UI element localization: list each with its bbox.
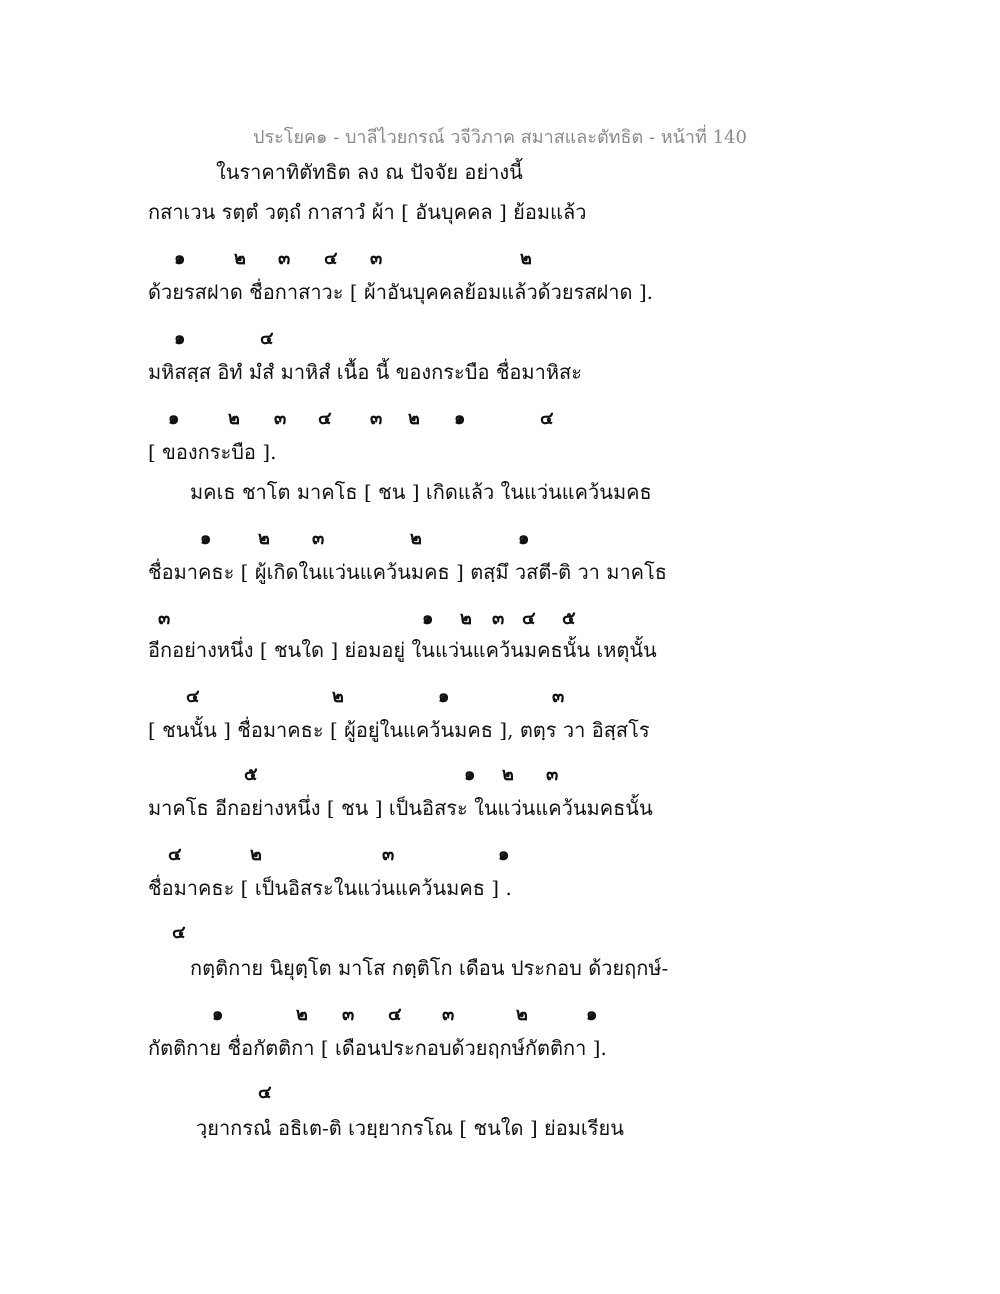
gloss-number: ๒	[258, 528, 270, 549]
gloss-number: ๓	[158, 608, 171, 629]
gloss-number: ๔	[388, 1004, 402, 1025]
gloss-number: ๔	[172, 922, 186, 943]
gloss-number: ๓	[382, 844, 395, 865]
gloss-number: ๑	[438, 686, 450, 707]
gloss-number: ๑	[168, 408, 180, 429]
gloss-number: ๓	[370, 408, 383, 429]
gloss-number: ๒	[460, 608, 472, 629]
gloss-number: ๔	[318, 408, 332, 429]
gloss-number: ๕	[562, 608, 576, 629]
gloss-number: ๑	[174, 328, 186, 349]
text-line: อีกอย่างหนึ่ง [ ชนใด ] ย่อมอยู่ ในแว่นแคว้นมคธนั้น เหตุนั้น	[148, 638, 657, 662]
gloss-number: ๒	[332, 686, 344, 707]
gloss-number: ๒	[296, 1004, 308, 1025]
text-line: มคเธ ชาโต มาคโธ [ ชน ] เกิดแล้ว ในแว่นแคว้นมคธ	[190, 480, 652, 504]
gloss-number: ๓	[370, 248, 383, 269]
gloss-number: ๓	[342, 1004, 355, 1025]
gloss-number: ๑	[174, 248, 186, 269]
page-header: ประโยค๑ - บาลีไวยกรณ์ วจีวิภาค สมาสและตัทธิต - หน้าที่ 140	[253, 127, 747, 148]
gloss-number: ๔	[168, 844, 182, 865]
gloss-number: ๒	[408, 408, 420, 429]
gloss-number: ๑	[464, 764, 476, 785]
text-line: กตฺติกาย นิยุตฺโต มาโส กตฺติโก เดือน ประกอบ ด้วยฤกษ์-	[190, 956, 669, 980]
gloss-number: ๔	[522, 608, 536, 629]
gloss-number: ๓	[278, 248, 291, 269]
gloss-number: ๒	[516, 1004, 528, 1025]
text-line: วฺยากรณํ อธิเต-ติ เวยฺยากรโณ [ ชนใด ] ย่อมเรียน	[196, 1116, 624, 1140]
text-line: มาคโธ อีกอย่างหนึ่ง [ ชน ] เป็นอิสระ ในแว่นแคว้นมคธนั้น	[148, 796, 653, 820]
gloss-number: ๓	[442, 1004, 455, 1025]
gloss-number: ๓	[546, 764, 559, 785]
gloss-number: ๑	[586, 1004, 598, 1025]
text-line: กสาเวน รตฺตํ วตฺถํ กาสาวํ ผ้า [ อันบุคคล ] ย้อมแล้ว	[148, 200, 587, 224]
gloss-number: ๔	[186, 686, 200, 707]
gloss-number: ๒	[410, 528, 422, 549]
gloss-number: ๑	[200, 528, 212, 549]
gloss-number: ๑	[212, 1004, 224, 1025]
text-line: ด้วยรสฝาด ชื่อกาสาวะ [ ผ้าอันบุคคลย้อมแล้วด้วยรสฝาด ].	[148, 280, 654, 304]
gloss-number: ๓	[312, 528, 325, 549]
text-line: กัตติกาย ชื่อกัตติกา [ เดือนประกอบด้วยฤกษ์กัตติกา ].	[148, 1036, 607, 1060]
gloss-number: ๑	[498, 844, 510, 865]
gloss-number: ๒	[520, 248, 532, 269]
gloss-number: ๕	[244, 764, 258, 785]
gloss-number: ๔	[324, 248, 338, 269]
text-line: ชื่อมาคธะ [ เป็นอิสระในแว่นแคว้นมคธ ] .	[148, 876, 512, 900]
gloss-number: ๓	[552, 686, 565, 707]
text-line: มหิสสฺส อิทํ มํสํ มาหิสํ เนื้อ นี้ ของกระบือ ชื่อมาหิสะ	[148, 360, 582, 384]
gloss-number: ๔	[540, 408, 554, 429]
text-line: ชื่อมาคธะ [ ผู้เกิดในแว่นแคว้นมคธ ] ตสฺมึ วสตี-ติ วา มาคโธ	[148, 560, 668, 584]
text-line: [ ของกระบือ ].	[148, 440, 277, 464]
gloss-number: ๒	[250, 844, 262, 865]
gloss-number: ๔	[258, 1082, 272, 1103]
gloss-number: ๒	[234, 248, 246, 269]
gloss-number: ๓	[492, 608, 505, 629]
text-line: [ ชนนั้น ] ชื่อมาคธะ [ ผู้อยู่ในแคว้นมคธ ], ตตฺร วา อิสฺสโร	[148, 718, 650, 742]
gloss-number: ๒	[502, 764, 514, 785]
gloss-number: ๑	[518, 528, 530, 549]
gloss-number: ๔	[260, 328, 274, 349]
gloss-number: ๑	[422, 608, 434, 629]
gloss-number: ๒	[228, 408, 240, 429]
gloss-number: ๓	[274, 408, 287, 429]
gloss-number: ๑	[454, 408, 466, 429]
text-line: ในราคาทิตัทธิต ลง ณ ปัจจัย อย่างนี้	[216, 160, 523, 184]
